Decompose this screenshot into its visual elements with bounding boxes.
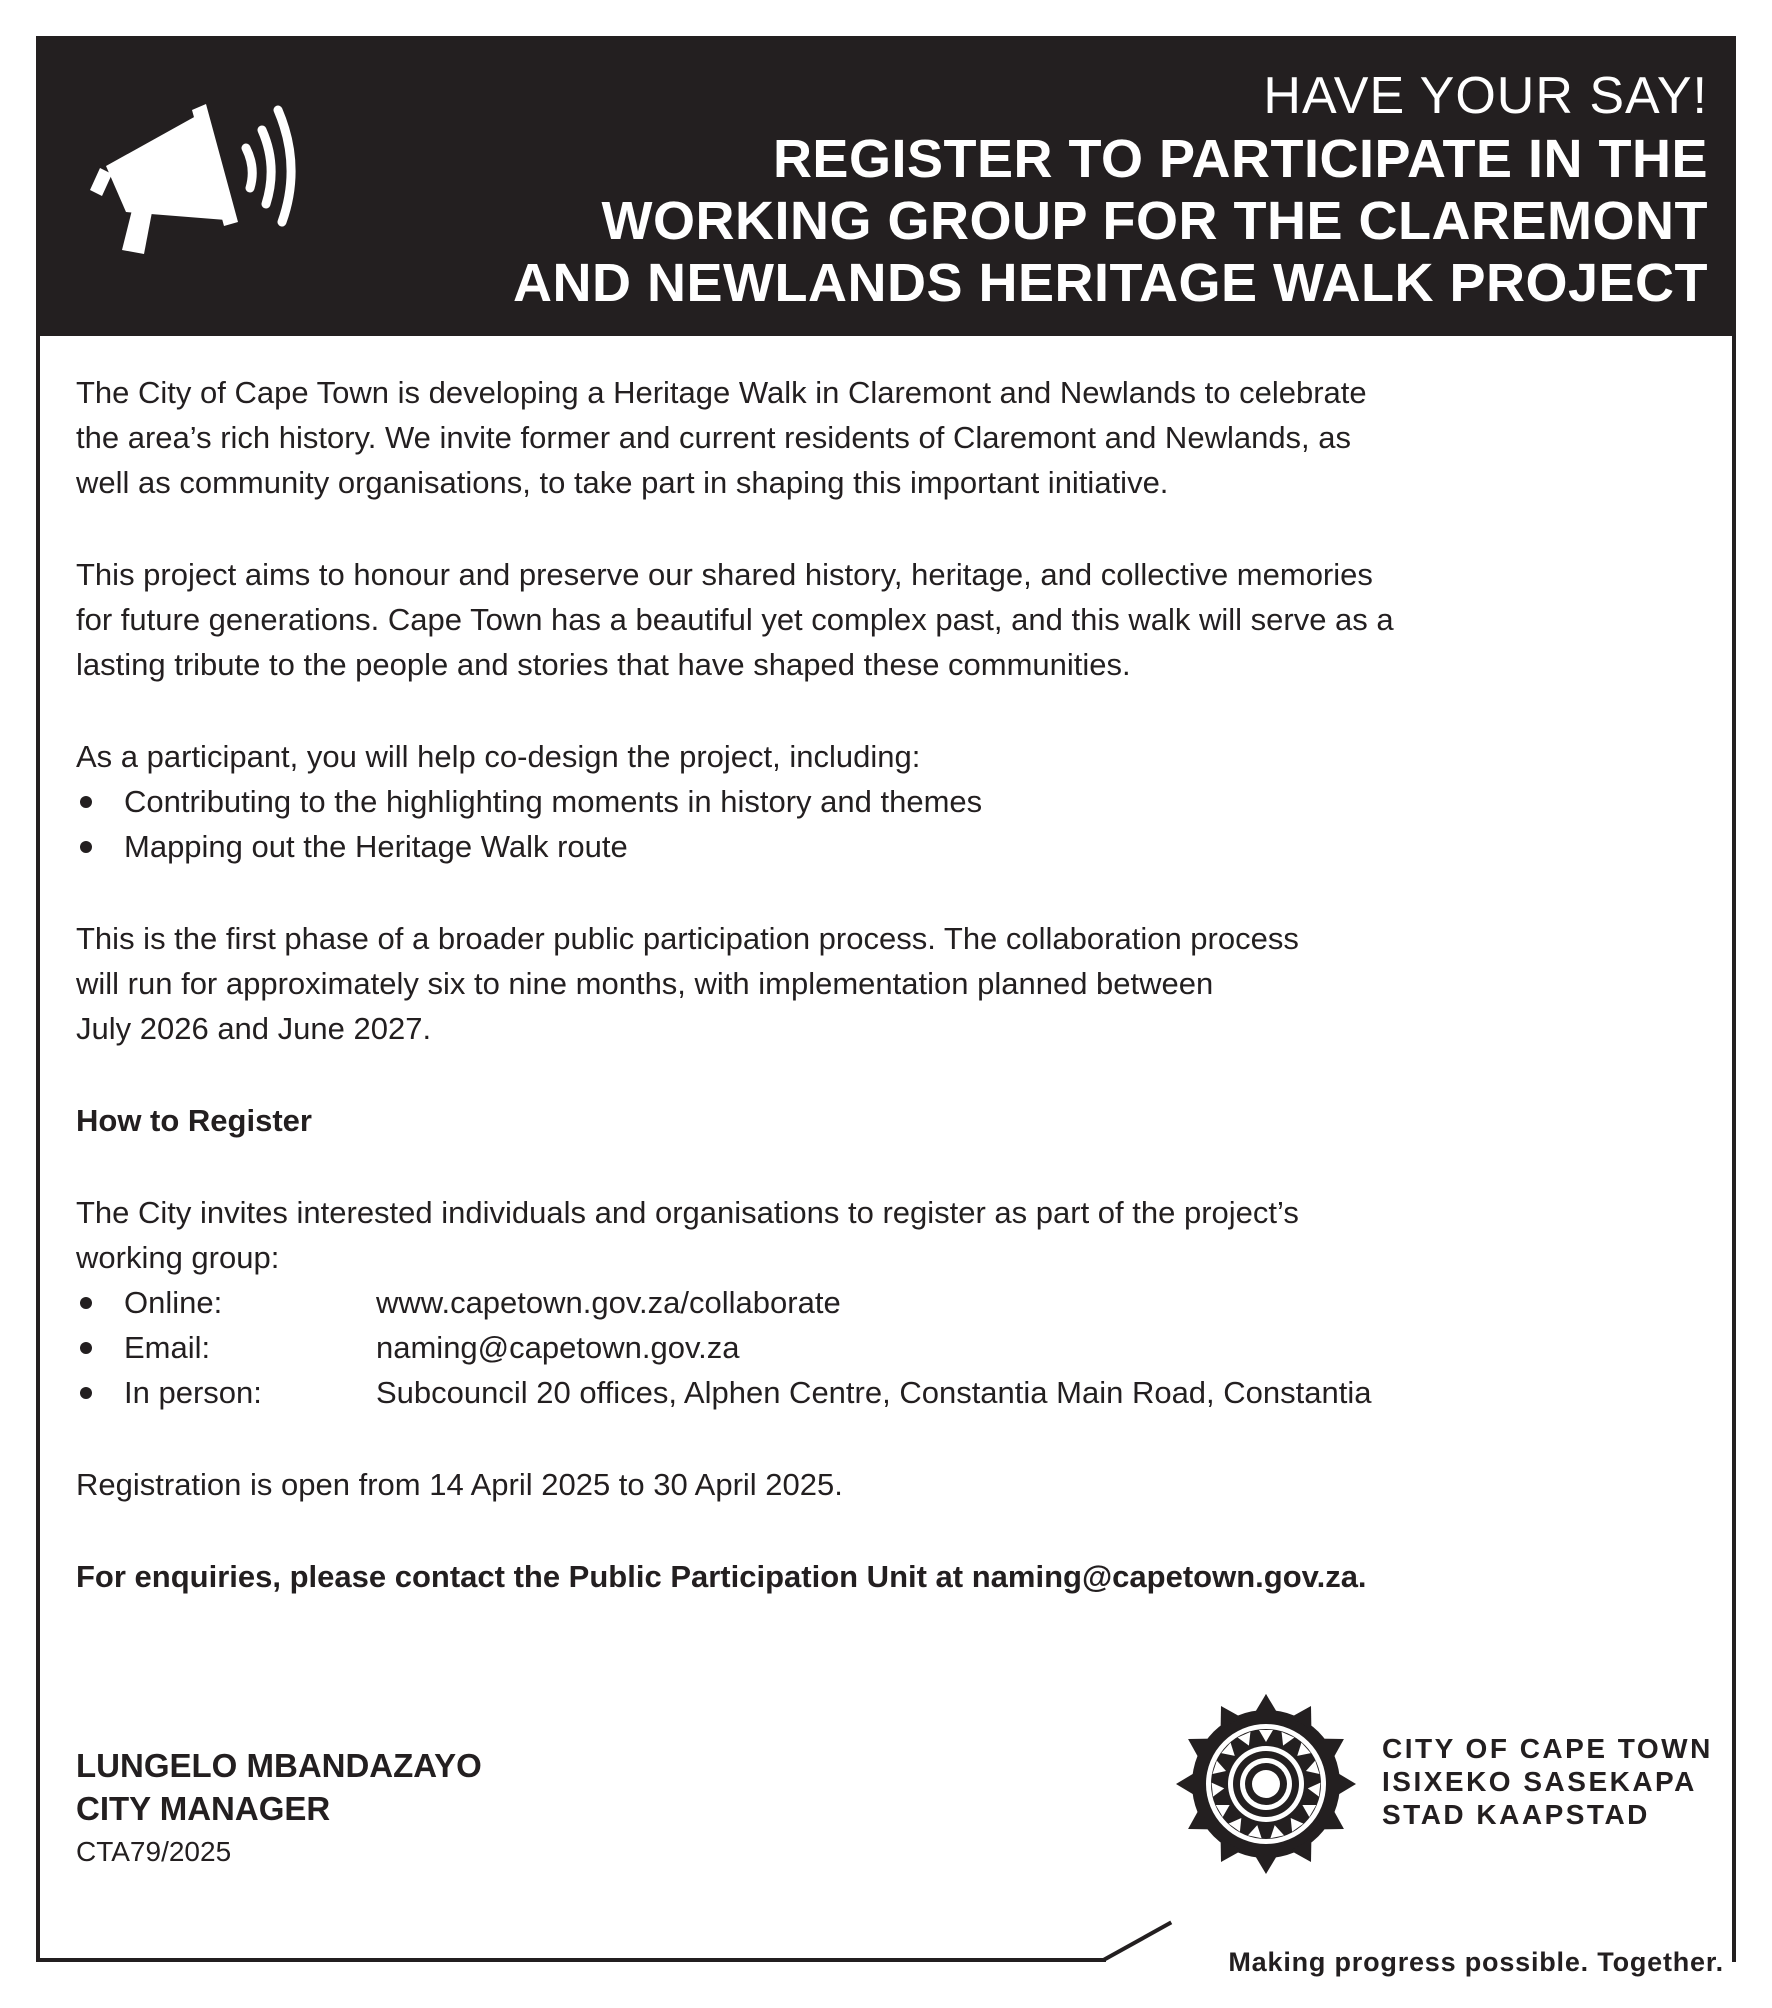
register-option-in-person (76, 1370, 1696, 1415)
signatory-name: LUNGELO MBANDAZAYO (76, 1747, 482, 1784)
header-kicker: HAVE YOUR SAY! (1263, 67, 1708, 125)
city-emblem-icon (1176, 1694, 1356, 1874)
online-link[interactable]: www.capetown.gov.za/collaborate (376, 1285, 841, 1320)
signatory-title: CITY MANAGER (76, 1790, 331, 1827)
aims-line: lasting tribute to the people and stories that have shaped these communities. (76, 647, 1131, 682)
city-name (1382, 1732, 1713, 1831)
frame-bottom-border (36, 1958, 1106, 1962)
phase-line: July 2026 and June 2027. (76, 1011, 432, 1046)
city-name-line: ISIXEKO SASEKAPA (1382, 1766, 1697, 1797)
phase-line: will run for approximately six to nine months, with implementation planned between (76, 966, 1214, 1001)
email-link[interactable]: naming@capetown.gov.za (376, 1330, 740, 1365)
intro-paragraph (76, 370, 1696, 505)
enquiries-note: For enquiries, please contact the Public Participation Unit at naming@capetown.gov.za. (76, 1559, 1367, 1594)
participant-list (76, 779, 1696, 869)
city-name-line: CITY OF CAPE TOWN (1382, 1733, 1713, 1764)
register-intro-line: working group: (76, 1240, 280, 1275)
list-item: Mapping out the Heritage Walk route (76, 824, 1696, 869)
aims-line: for future generations. Cape Town has a beautiful yet complex past, and this walk will serve as a (76, 602, 1394, 637)
how-to-register-heading: How to Register (76, 1103, 312, 1138)
city-name-line: STAD KAAPSTAD (1382, 1799, 1650, 1830)
frame-diagonal-border (1102, 1921, 1172, 1962)
signature-block (76, 1744, 482, 1872)
notice-title-line: AND NEWLANDS HERITAGE WALK PROJECT (512, 253, 1708, 313)
intro-line: the area’s rich history. We invite former and current residents of Claremont and Newlands, as (76, 420, 1352, 455)
aims-paragraph (76, 552, 1696, 687)
in-person-address: Subcouncil 20 offices, Alphen Centre, Constantia Main Road, Constantia (376, 1375, 1372, 1410)
megaphone-icon (78, 72, 298, 262)
register-intro-line: The City invites interested individuals and organisations to register as part of the project’s (76, 1195, 1299, 1230)
aims-line: This project aims to honour and preserve our shared history, heritage, and collective memories (76, 557, 1373, 592)
spacer (76, 869, 1696, 916)
option-label: Online: (124, 1285, 223, 1320)
register-intro (76, 1190, 1696, 1280)
phase-line: This is the first phase of a broader public participation process. The collaboration process (76, 921, 1299, 956)
register-options-list (76, 1280, 1696, 1415)
participant-intro: As a participant, you will help co-design the project, including: (76, 739, 921, 774)
register-option-email (76, 1325, 1696, 1370)
reference-number: CTA79/2025 (76, 1836, 232, 1867)
city-tagline: Making progress possible. Together. (1228, 1947, 1724, 1977)
city-logo (1176, 1694, 1736, 1894)
notice-header (36, 36, 1736, 336)
notice-title-line: REGISTER TO PARTICIPATE IN THE (772, 129, 1708, 189)
option-label: In person: (124, 1375, 262, 1410)
register-option-online (76, 1280, 1696, 1325)
option-label: Email: (124, 1330, 211, 1365)
phase-paragraph (76, 916, 1696, 1051)
registration-dates: Registration is open from 14 April 2025 to 30 April 2025. (76, 1467, 843, 1502)
intro-line: well as community organisations, to take part in shaping this important initiative. (76, 465, 1169, 500)
notice-title (408, 128, 1708, 314)
notice-title-line: WORKING GROUP FOR THE CLAREMONT (601, 191, 1708, 251)
spacer (76, 1415, 1696, 1462)
list-item: Contributing to the highlighting moments in history and themes (76, 779, 1696, 824)
notice-body (76, 370, 1696, 1599)
public-notice (36, 36, 1736, 1977)
intro-line: The City of Cape Town is developing a Heritage Walk in Claremont and Newlands to celebrate (76, 375, 1367, 410)
